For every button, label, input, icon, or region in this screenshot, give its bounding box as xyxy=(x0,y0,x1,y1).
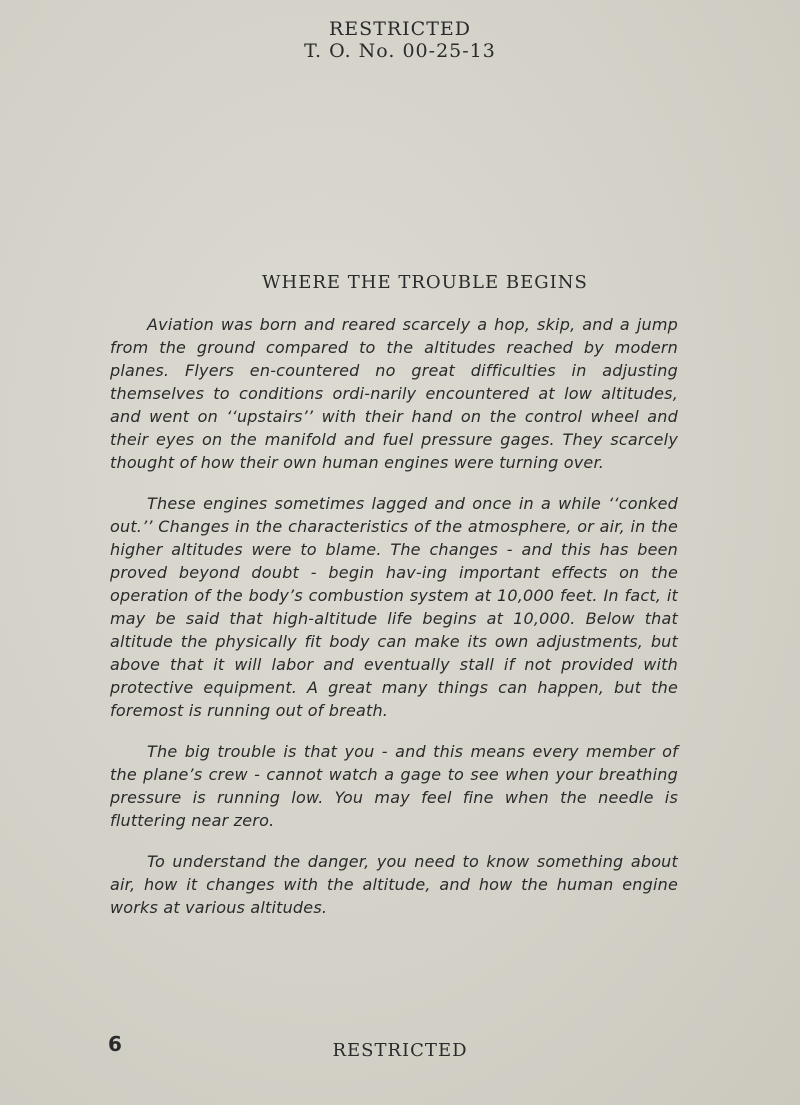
header-classification: RESTRICTED xyxy=(329,18,471,40)
paragraph-3: The big trouble is that you - and this means every member of the plane’s crew - cannot watch a gage to see when your breathing pressure is running low. You may feel fine when the needle is fluttering near zero. xyxy=(110,742,678,830)
paragraph-4: To understand the danger, you need to know something about air, how it changes with the altitude, and how the human engine works at various altitudes. xyxy=(110,852,678,917)
page-number: 6 xyxy=(108,1032,122,1056)
footer-classification: RESTRICTED xyxy=(332,1040,468,1061)
page-header xyxy=(0,18,800,62)
paragraph-1: Aviation was born and reared scarcely a hop, skip, and a jump from the ground compared to the altitudes reached by modern planes. Flyers en-countered no great difficulties in adjusting themselves to conditions ordi-narily encountered at low altitudes, and went on ‘‘upstairs’’ with their hand on the control wheel and their eyes on the manifold and fuel pressure gages. They scarcely thought of how their own human engines were turning over. xyxy=(110,315,678,472)
body-text xyxy=(110,313,678,937)
section-title: WHERE THE TROUBLE BEGINS xyxy=(262,272,588,293)
doc-number: T. O. No. 00-25-13 xyxy=(304,40,496,62)
paragraph-2: These engines sometimes lagged and once in a while ‘‘conked out.’’ Changes in the characteristics of the atmosphere, or air, in the higher altitudes were to blame. The changes - and this has been proved beyond doubt - begin hav-ing important effects on the operation of the body’s combustion system at 10,000 feet. In fact, it may be said that high-altitude life begins at 10,000. Below that altitude the physically fit body can make its own adjustments, but above that it will labor and eventually stall if not provided with protective equipment. A great many things can happen, but the foremost is running out of breath. xyxy=(110,494,678,720)
